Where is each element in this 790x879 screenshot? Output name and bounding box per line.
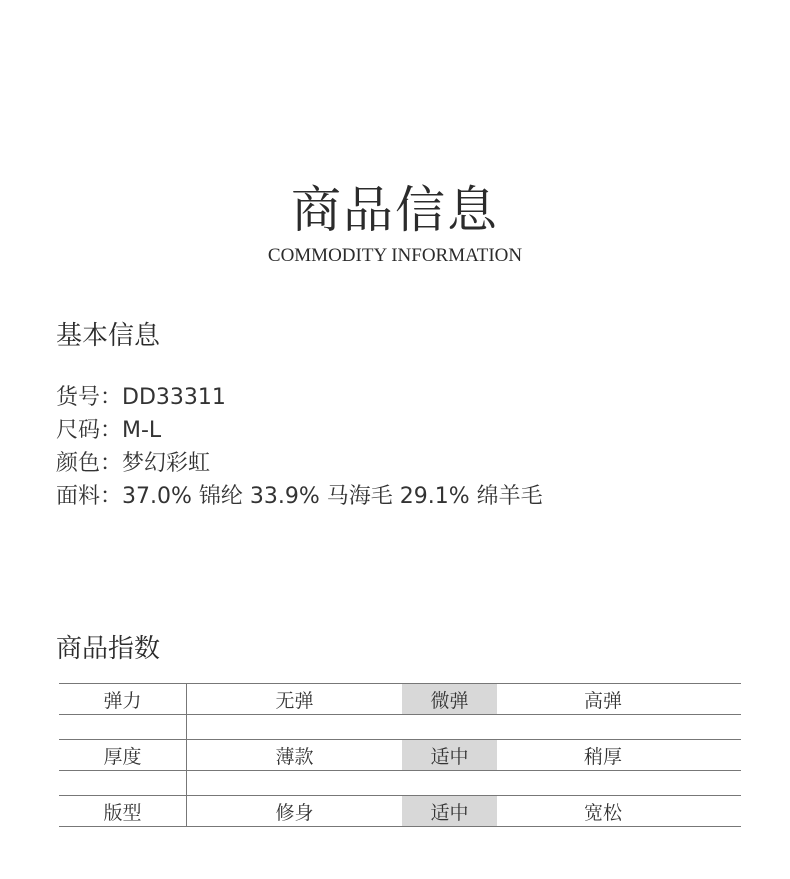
index-row-fit (59, 796, 741, 827)
index-row-elasticity (59, 684, 741, 715)
index-table (59, 683, 741, 827)
page-subtitle: COMMODITY INFORMATION (267, 245, 523, 266)
info-value: M-L (122, 418, 162, 443)
index-spacer-row (59, 771, 741, 796)
index-spacer-rest (187, 771, 742, 796)
info-row-fabric (56, 480, 543, 513)
page-title: 商品信息 (291, 181, 499, 239)
index-spacer-label (59, 715, 187, 740)
index-option-selected: 适中 (402, 796, 497, 827)
info-value: DD33311 (122, 385, 226, 410)
info-label: 面料： (56, 484, 123, 509)
info-label: 尺码： (56, 418, 123, 443)
index-row-thickness (59, 740, 741, 771)
index-row-label: 版型 (59, 796, 187, 827)
info-row-size (56, 414, 543, 447)
index-option: 修身 (187, 796, 403, 827)
index-option: 薄款 (187, 740, 403, 771)
index-row-label: 厚度 (59, 740, 187, 771)
index-option: 稍厚 (497, 740, 709, 771)
basic-info-heading: 基本信息 (56, 321, 161, 351)
index-option: 高弹 (497, 684, 709, 715)
index-spacer-row (59, 715, 741, 740)
index-cell-empty (709, 740, 741, 771)
info-label: 货号： (56, 385, 123, 410)
index-cell-empty (709, 796, 741, 827)
basic-info-list (56, 381, 543, 513)
index-option: 宽松 (497, 796, 709, 827)
index-row-label: 弹力 (59, 684, 187, 715)
index-option-selected: 微弹 (402, 684, 497, 715)
index-heading: 商品指数 (56, 634, 161, 664)
info-label: 颜色： (56, 451, 123, 476)
index-spacer-label (59, 771, 187, 796)
index-cell-empty (709, 684, 741, 715)
info-value: 37.0% 锦纶 33.9% 马海毛 29.1% 绵羊毛 (122, 484, 543, 509)
index-option-selected: 适中 (402, 740, 497, 771)
info-value: 梦幻彩虹 (122, 451, 211, 476)
info-row-color (56, 447, 543, 480)
index-spacer-rest (187, 715, 742, 740)
index-option: 无弹 (187, 684, 403, 715)
info-row-item-number (56, 381, 543, 414)
